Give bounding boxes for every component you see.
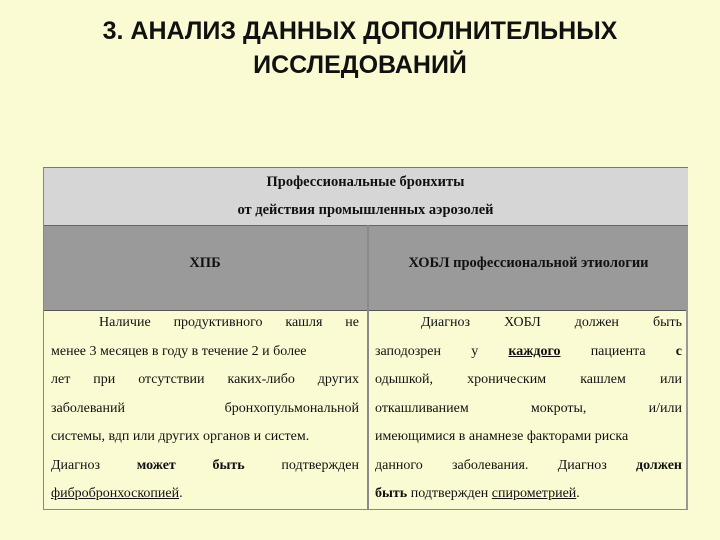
table-border-bottom — [43, 509, 688, 510]
word: пациента — [590, 343, 646, 359]
text-line — [375, 338, 682, 367]
text-line — [375, 309, 682, 338]
word: быть — [652, 315, 682, 330]
word-underlined: фибробронхоскопией — [51, 486, 180, 501]
word-bold: быть — [212, 457, 245, 473]
word: заболевания. — [451, 457, 529, 473]
word: должен — [574, 315, 619, 330]
word: подтвержден — [410, 486, 489, 501]
punctuation: . — [179, 486, 183, 501]
text-line — [375, 480, 682, 509]
word: не — [345, 315, 359, 330]
punctuation: . — [576, 486, 580, 501]
word: заподозрен — [375, 343, 442, 359]
text-line — [51, 423, 359, 452]
cell-khpb-description — [51, 309, 359, 509]
text-line — [51, 309, 359, 338]
word: других — [317, 372, 359, 387]
word: одышкой, — [375, 372, 433, 387]
word: каких-либо — [227, 372, 295, 387]
text-line — [375, 366, 682, 395]
word: продуктивного — [173, 315, 263, 330]
text-line — [51, 395, 359, 424]
slide-title-line-1: 3. АНАЛИЗ ДАННЫХ ДОПОЛНИТЕЛЬНЫХ — [102, 17, 618, 45]
slide-title — [0, 14, 720, 82]
word: мокроты, — [530, 400, 587, 416]
table-border-left — [43, 167, 44, 510]
word: отсутствии — [138, 372, 205, 387]
word: лет — [51, 372, 71, 387]
word: при — [93, 372, 116, 387]
text-line — [375, 452, 682, 481]
column-header-khobl: ХОБЛ профессиональной этиологии — [408, 255, 649, 271]
column-headers — [43, 225, 688, 311]
word: заболеваний — [51, 400, 125, 416]
word: системы, вдп или других органов и систем. — [51, 429, 310, 444]
word: и/или — [648, 400, 682, 416]
word-bold-underlined: каждого — [508, 343, 561, 359]
word: или — [660, 372, 682, 387]
column-divider — [367, 225, 369, 510]
word: Наличие — [99, 315, 151, 330]
table-header-line-1: Профессиональные бронхиты — [266, 174, 465, 190]
comparison-table — [43, 167, 688, 510]
word: Диагноз — [421, 315, 471, 330]
word-bold: должен — [636, 457, 682, 473]
text-line — [375, 423, 682, 452]
word: менее 3 месяцев в году в течение 2 и более — [51, 343, 307, 359]
word: Диагноз — [557, 457, 607, 473]
slide-title-line-2: ИССЛЕДОВАНИЙ — [253, 51, 467, 79]
word: ХОБЛ — [504, 315, 541, 330]
text-line — [51, 480, 359, 509]
word: кашля — [285, 315, 323, 330]
word-bold: быть — [375, 486, 408, 501]
column-header-khpb: ХПБ — [189, 255, 221, 271]
word: откашливанием — [375, 400, 469, 416]
word: хроническим — [467, 372, 547, 387]
table-header — [43, 167, 688, 226]
text-line — [375, 395, 682, 424]
word: Диагноз — [51, 457, 101, 473]
word: данного — [375, 457, 423, 473]
word: у — [471, 343, 479, 359]
table-header-line-2: от действия промышленных аэрозолей — [237, 202, 494, 218]
word: бронхопульмональной — [224, 400, 359, 416]
text-line — [51, 452, 359, 481]
cell-khobl-description — [375, 309, 682, 509]
word: кашлем — [580, 372, 626, 387]
word: подтвержден — [281, 457, 359, 473]
word: имеющимися в анамнезе факторами риска — [375, 429, 629, 444]
word-bold: может — [136, 457, 176, 473]
text-line — [51, 338, 359, 367]
word-underlined: спирометрией — [491, 486, 577, 501]
word-bold: с — [675, 343, 682, 359]
text-line — [51, 366, 359, 395]
table-border-right — [686, 309, 688, 510]
